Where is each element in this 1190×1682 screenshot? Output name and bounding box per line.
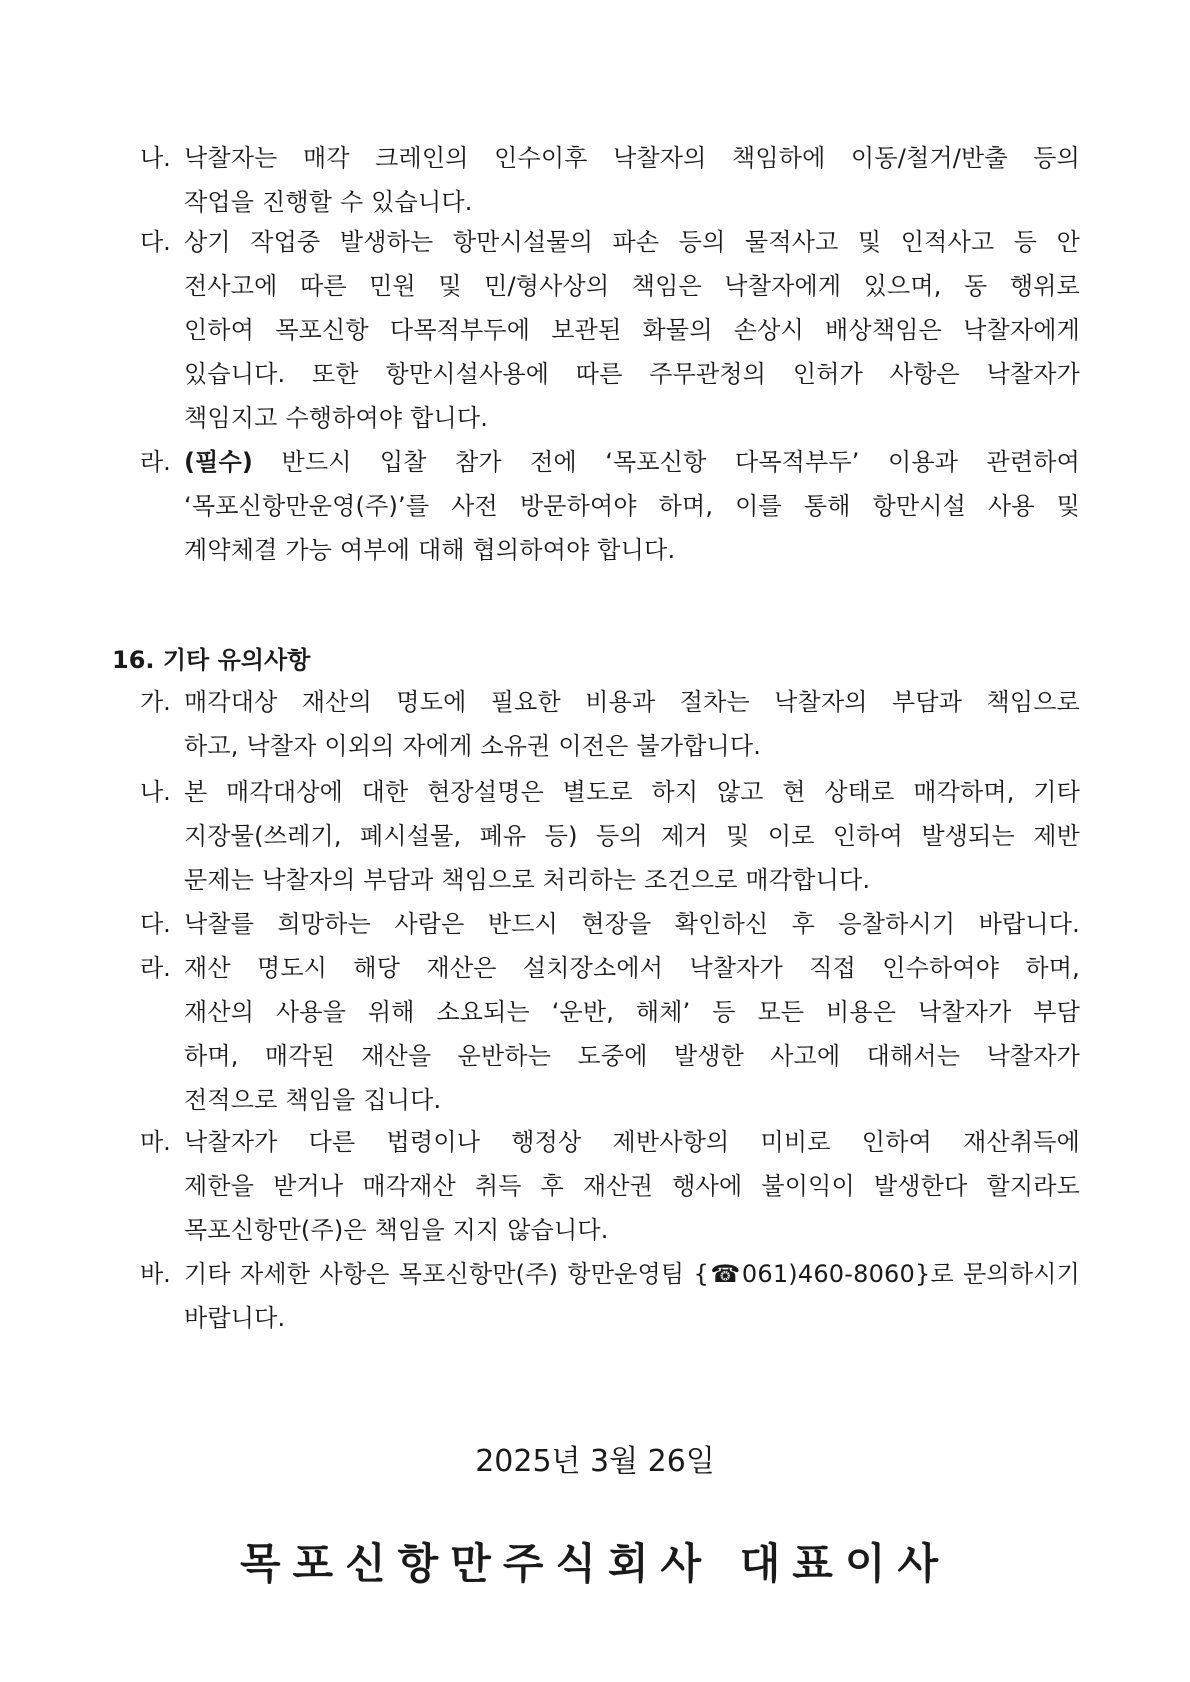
item-marker: 다. [140,228,171,256]
item-line: 낙찰자가 다른 법령이나 행정상 제반사항의 미비로 인하여 재산취득에 [184,1128,1080,1156]
item-line: 계약체결 가능 여부에 대해 협의하여야 합니다. [184,536,676,564]
item-marker: 바. [140,1260,171,1288]
item-marker: 나. [140,144,171,172]
s16-item-ga [140,680,1080,768]
item-line: 낙찰자는 매각 크레인의 인수이후 낙찰자의 책임하에 이동/철거/반출 등의 [184,144,1080,172]
item-line: 낙찰를 희망하는 사람은 반드시 현장을 확인하신 후 응찰하시기 바랍니다. [184,910,1080,938]
item-marker: 다. [140,910,171,938]
item-line: 상기 작업중 발생하는 항만시설물의 파손 등의 물적사고 및 인적사고 등 안 [184,228,1080,256]
item-line: 지장물(쓰레기, 폐시설물, 폐유 등) 등의 제거 및 이로 인하여 발생되는 제반 [184,822,1080,850]
item-line: 매각대상 재산의 명도에 필요한 비용과 절차는 낙찰자의 부담과 책임으로 [184,688,1080,716]
s16-item-ma [140,1120,1080,1252]
item-marker: 나. [140,778,171,806]
s15-item-na [140,136,1080,224]
item-line: 재산의 사용을 위해 소요되는 ‘운반, 해체’ 등 모든 비용은 낙찰자가 부담 [184,998,1080,1026]
s16-item-na [140,770,1080,902]
item-line: 목포신항만(주)은 책임을 지지 않습니다. [184,1216,609,1244]
item-line [184,440,1080,484]
s16-item-ba [140,1252,1080,1340]
s16-item-da [140,902,1080,946]
item-line: 전적으로 책임을 집니다. [184,1086,442,1114]
item-line: ‘목포신항만운영(주)’를 사전 방문하여야 하며, 이를 통해 항만시설 사용 및 [184,492,1080,520]
item-line: 기타 자세한 사항은 목포신항만(주) 항만운영팀 {☎061)460-8060}로 문의하시기 [184,1260,1080,1288]
s15-item-da [140,220,1080,440]
item-line: 인하여 목포신항 다목적부두에 보관된 화물의 손상시 배상책임은 낙찰자에게 [184,316,1080,344]
item-line: 바랍니다. [184,1304,286,1332]
item-line: 있습니다. 또한 항만시설사용에 따른 주무관청의 인허가 사항은 낙찰자가 [184,360,1080,388]
section-heading: 16. 기타 유의사항 [112,646,311,674]
item-line: 전사고에 따른 민원 및 민/형사상의 책임은 낙찰자에게 있으며, 동 행위로 [184,272,1080,300]
item-line-rest: 반드시 입찰 참가 전에 ‘목포신항 다목적부두’ 이용과 관련하여 [281,448,1080,476]
issuer-signature: 목포신항만주식회사 대표이사 [239,1539,951,1588]
item-marker: 마. [140,1128,171,1156]
item-marker: 라. [140,448,171,476]
document-date: 2025년 3월 26일 [475,1444,715,1479]
item-line: 하고, 낙찰자 이외의 자에게 소유권 이전은 불가합니다. [184,732,762,760]
s15-item-ra [140,440,1080,572]
s16-item-ra [140,946,1080,1122]
item-line: 하며, 매각된 재산을 운반하는 도중에 발생한 사고에 대해서는 낙찰자가 [184,1042,1080,1070]
item-marker: 라. [140,954,171,982]
item-line: 작업을 진행할 수 있습니다. [184,188,473,216]
item-line: 본 매각대상에 대한 현장설명은 별도로 하지 않고 현 상태로 매각하며, 기타 [184,778,1080,806]
item-marker: 가. [140,688,171,716]
item-line: 책임지고 수행하여야 합니다. [184,404,489,432]
required-label: (필수) [184,448,254,476]
item-line: 문제는 낙찰자의 부담과 책임으로 처리하는 조건으로 매각합니다. [184,866,871,894]
item-line: 제한을 받거나 매각재산 취득 후 재산권 행사에 불이익이 발생한다 할지라도 [184,1172,1080,1200]
item-line: 재산 명도시 해당 재산은 설치장소에서 낙찰자가 직접 인수하여야 하며, [184,954,1080,982]
